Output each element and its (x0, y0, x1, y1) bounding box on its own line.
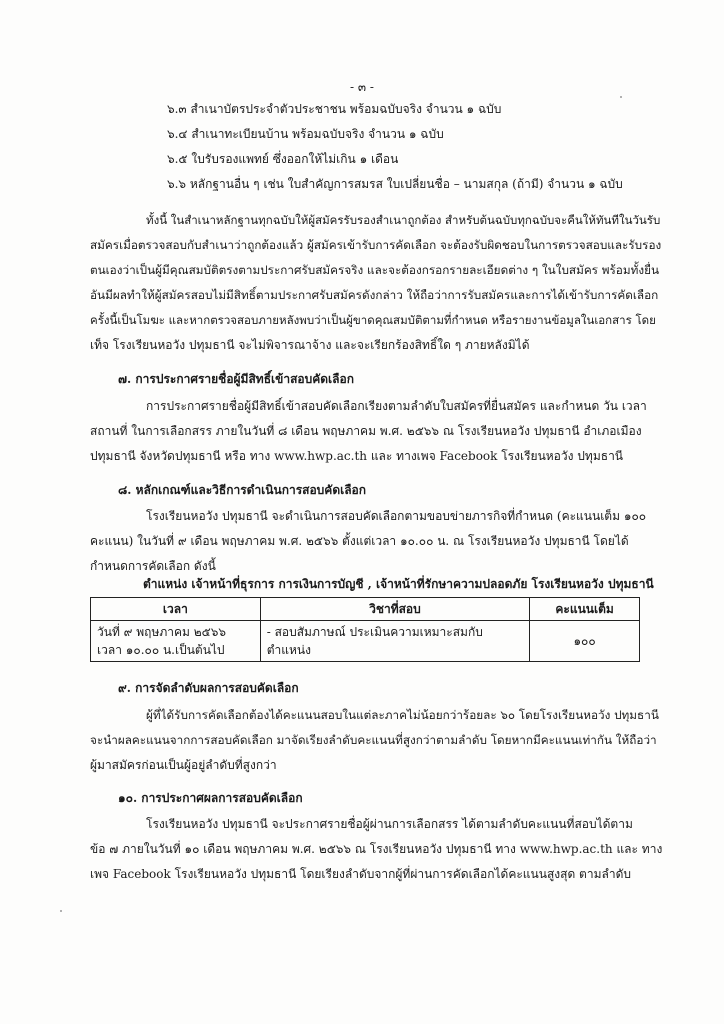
scan-speck (620, 96, 622, 98)
section-heading: ๑๐. การประกาศผลการสอบคัดเลือก (118, 791, 303, 805)
time-date: วันที่ ๙ พฤษภาคม ๒๕๖๖ (97, 625, 226, 639)
paragraph-line: เพจ Facebook โรงเรียนหอวัง ปทุมธานี โดยเรียงลำดับจากผู้ที่ผ่านการคัดเลือกได้คะแนนสูงสุด ตามลำดับ (90, 867, 631, 881)
section-heading: ๗. การประกาศรายชื่อผู้มีสิทธิ์เข้าสอบคัดเลือก (118, 372, 354, 386)
paragraph-line: ปทุมธานี จังหวัดปทุมธานี หรือ ทาง www.hwp.ac.th และ ทางเพจ Facebook โรงเรียนหอวัง ปทุมธานี (90, 449, 624, 463)
doc-item: ๖.๕ ใบรับรองแพทย์ ซึ่งออกให้ไม่เกิน ๑ เดือน (167, 152, 399, 166)
doc-item: ๖.๖ หลักฐานอื่น ๆ เช่น ใบสำคัญการสมรส ใบเปลี่ยนชื่อ – นามสกุล (ถ้ามี) จำนวน ๑ ฉบับ (167, 177, 623, 191)
paragraph-line: โรงเรียนหอวัง ปทุมธานี จะประกาศรายชื่อผู้ผ่านการเลือกสรร ได้ตามลำดับคะแนนที่สอบได้ตาม (146, 817, 633, 831)
cell-subject: - สอบสัมภาษณ์ ประเมินความเหมาะสมกับตำแหน่ง (260, 621, 529, 662)
schedule-table (90, 597, 640, 662)
paragraph-line: สมัครเมื่อตรวจสอบกับสำเนาว่าถูกต้องแล้ว ผู้สมัครเข้ารับการคัดเลือก จะต้องรับผิดชอบในการตรวจสอบและรับรอง (90, 238, 662, 252)
paragraph-line: โรงเรียนหอวัง ปทุมธานี จะดำเนินการสอบคัดเลือกตามขอบข่ายภารกิจที่กำหนด (คะแนนเต็ม ๑๐๐ (146, 509, 647, 523)
paragraph-line: การประกาศรายชื่อผู้มีสิทธิ์เข้าสอบคัดเลือกเรียงตามลำดับใบสมัครที่ยื่นสมัคร และกำหนด วัน เวลา (146, 399, 647, 413)
paragraph-line: ข้อ ๗ ภายในวันที่ ๑๐ เดือน พฤษภาคม พ.ศ. ๒๕๖๖ ณ โรงเรียนหอวัง ปทุมธานี ทาง www.hwp.ac.th และ ทาง (90, 842, 663, 856)
paragraph-line: สถานที่ ในการเลือกสรร ภายในวันที่ ๘ เดือน พฤษภาคม พ.ศ. ๒๕๖๖ ณ โรงเรียนหอวัง ปทุมธานี อำเภอเมือง (90, 424, 642, 438)
doc-item: ๖.๔ สำเนาทะเบียนบ้าน พร้อมฉบับจริง จำนวน ๑ ฉบับ (167, 127, 444, 141)
score-value: ๑๐๐ (573, 634, 596, 648)
scan-speck (60, 910, 62, 912)
paragraph-line: กำหนดการคัดเลือก ดังนี้ (90, 559, 216, 573)
paragraph-line: ผู้มาสมัครก่อนเป็นผู้อยู่ลำดับที่สูงกว่า (90, 758, 277, 772)
doc-item: ๖.๓ สำเนาบัตรประจำตัวประชาชน พร้อมฉบับจริง จำนวน ๑ ฉบับ (167, 102, 502, 116)
header-time: เวลา (91, 598, 261, 621)
paragraph-line: จะนำผลคะแนนจากการสอบคัดเลือก มาจัดเรียงลำดับคะแนนที่สูงกว่าตามลำดับ โดยหากมีคะแนนเท่ากัน ให้ถือว่า (90, 733, 657, 747)
table-row (91, 621, 640, 662)
header-subject: วิชาที่สอบ (260, 598, 529, 621)
paragraph-line: ตนเองว่าเป็นผู้มีคุณสมบัติตรงตามประกาศรับสมัครจริง และจะต้องกรอกรายละเอียดต่าง ๆ ในใบสมัคร พร้อมทั้งยื่น (90, 263, 659, 277)
paragraph-line: ทั้งนี้ ในสำเนาหลักฐานทุกฉบับให้ผู้สมัครรับรองสำเนาถูกต้อง สำหรับต้นฉบับทุกฉบับจะคืนให้ทันทีในวันรับ (146, 213, 661, 227)
cell-score (530, 621, 640, 662)
paragraph-line: อันมีผลทำให้ผู้สมัครสอบไม่มีสิทธิ์ตามประกาศรับสมัครดังกล่าว ให้ถือว่าการรับสมัครและการได้เข้ารับการคัดเลือก (90, 288, 659, 302)
cell-time (91, 621, 261, 662)
page-number: - ๓ - (350, 80, 374, 94)
paragraph-line: คะแนน) ในวันที่ ๙ เดือน พฤษภาคม พ.ศ. ๒๕๖๖ ตั้งแต่เวลา ๑๐.๐๐ น. ณ โรงเรียนหอวัง ปทุมธานี โดยได้ (90, 534, 629, 548)
table-header-row (91, 598, 640, 621)
paragraph-line: ผู้ที่ได้รับการคัดเลือกต้องได้คะแนนสอบในแต่ละภาคไม่น้อยกว่าร้อยละ ๖๐ โดยโรงเรียนหอวัง ปทุมธานี (146, 708, 659, 722)
paragraph-line: ครั้งนี้เป็นโมฆะ และหากตรวจสอบภายหลังพบว่าเป็นผู้ขาดคุณสมบัติตามที่กำหนด หรือรายงานข้อมูลในเอกสาร โดย (90, 313, 656, 327)
section-heading: ๘. หลักเกณฑ์และวิธีการดำเนินการสอบคัดเลือก (118, 483, 367, 497)
table-caption: ตำแหน่ง เจ้าหน้าที่ธุรการ การเงินการบัญชี , เจ้าหน้าที่รักษาความปลอดภัย โรงเรียนหอวัง ปทุมธานี (143, 577, 654, 591)
time-clock: เวลา ๑๐.๐๐ น.เป็นต้นไป (97, 643, 225, 657)
paragraph-line: เท็จ โรงเรียนหอวัง ปทุมธานี จะไม่พิจารณาจ้าง และจะเรียกร้องสิทธิ์ใด ๆ ภายหลังมิได้ (90, 338, 530, 352)
section-heading: ๙. การจัดลำดับผลการสอบคัดเลือก (118, 681, 299, 695)
header-score: คะแนนเต็ม (530, 598, 640, 621)
